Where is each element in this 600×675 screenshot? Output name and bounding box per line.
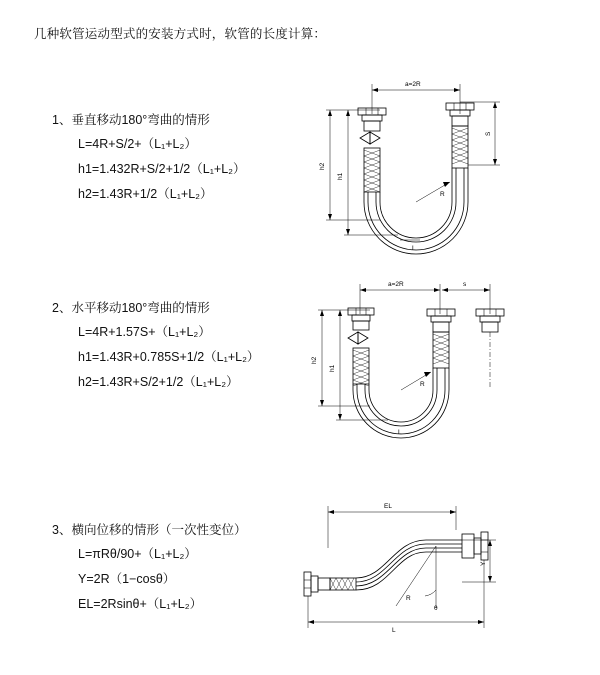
section-1-formula-2: h1=1.432R+S/2+1/2（L₁+L₂） [78, 162, 246, 176]
section-2-formula-3: h2=1.43R+S/2+1/2（L₁+L₂） [78, 375, 239, 389]
section-1-formula-3: h2=1.43R+1/2（L₁+L₂） [78, 187, 213, 201]
page-title: 几种软管运动型式的安装方式时，软管的长度计算： [34, 27, 327, 41]
section-3-formula-2: Y=2R（1−cosθ） [78, 572, 176, 586]
figure-1-left-dim-label: h2 [319, 162, 326, 170]
section-1-formula-1: L=4R+S/2+（L₁+L₂） [78, 137, 197, 151]
section-2-formula-1: L=4R+1.57S+（L₁+L₂） [78, 325, 211, 339]
figure-2-mid-dim-label: h1 [329, 364, 336, 372]
figure-2-top-dim2-label: s [463, 281, 467, 288]
section-3-text [52, 520, 302, 619]
figure-3-top-dim-label: EL [384, 503, 392, 510]
section-2-text [52, 298, 302, 397]
figure-1-mid-dim-label: h1 [337, 172, 344, 180]
figure-1-top-dim-label: a=2R [405, 81, 421, 88]
figure-1-bottom-label: L [412, 245, 416, 252]
section-2-formula-2: h1=1.43R+0.785S+1/2（L₁+L₂） [78, 350, 260, 364]
figure-1-vertical-180-bend [300, 70, 530, 270]
section-1-text [52, 110, 302, 209]
figure-1-radius-label: R [440, 191, 445, 198]
section-3-formula-1: L=πRθ/90+（L₁+L₂） [78, 547, 197, 561]
figure-3-angle-label: θ [434, 605, 438, 612]
section-1-heading: 1、垂直移动180°弯曲的情形 [52, 113, 210, 127]
figure-2-bottom-label: L [398, 429, 402, 436]
section-2-heading: 2、水平移动180°弯曲的情形 [52, 301, 210, 315]
figure-2-top-dim-label: a=2R [388, 281, 404, 288]
figure-3-bottom-label: L [392, 627, 396, 634]
figure-2-radius-label: R [420, 381, 425, 388]
section-3-formula-3: EL=2Rsinθ+（L₁+L₂） [78, 597, 203, 611]
figure-2-left-dim-label: h2 [311, 356, 318, 364]
figure-2-horizontal-180-bend [300, 268, 530, 448]
section-3-heading: 3、横向位移的情形（一次性变位） [52, 523, 247, 537]
figure-3-radius-label: R [406, 595, 411, 602]
figure-3-lateral-offset [286, 490, 526, 650]
figure-1-right-dim-label: S [485, 131, 492, 136]
figure-3-right-dim-label: Y [480, 561, 487, 566]
